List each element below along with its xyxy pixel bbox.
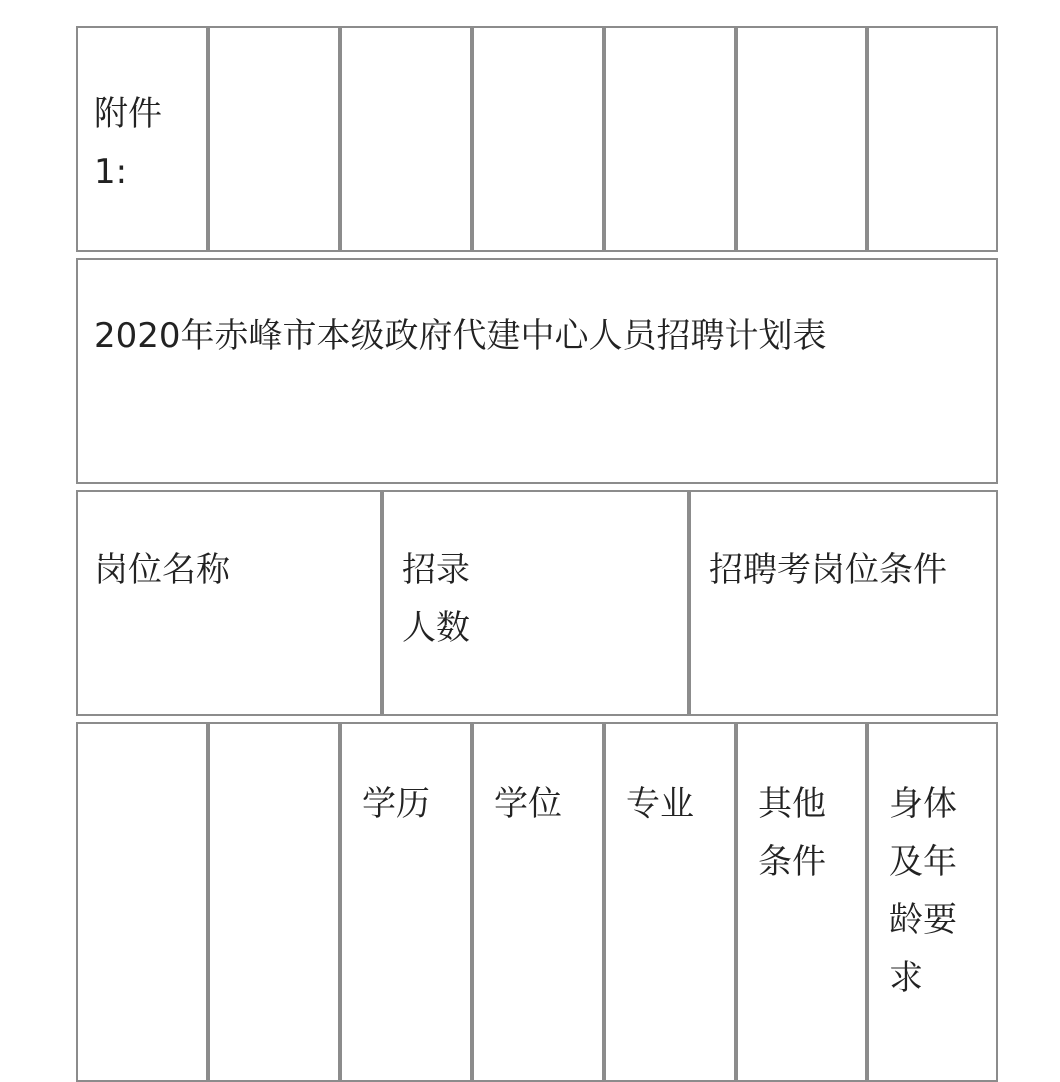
conditions-subheader-row <box>76 722 998 1082</box>
conditions-header: 招聘考岗位条件 <box>709 550 947 590</box>
empty-cell <box>208 26 340 252</box>
recruit-count-header-cell <box>382 490 689 716</box>
recruitment-plan-table <box>76 26 998 1082</box>
attachment-row <box>76 26 998 252</box>
recruit-count-header: 招录人数 <box>402 550 470 648</box>
other-conditions-header: 其他条件 <box>758 784 826 882</box>
degree-header: 学位 <box>494 784 562 824</box>
empty-cell <box>208 722 340 1082</box>
attachment-label-cell <box>76 26 208 252</box>
physical-age-cell <box>867 722 998 1082</box>
position-name-header: 岗位名称 <box>94 550 230 590</box>
education-header: 学历 <box>362 784 430 824</box>
physical-age-header: 身体及年龄要求 <box>889 784 957 998</box>
degree-cell <box>472 722 604 1082</box>
empty-cell <box>867 26 998 252</box>
major-cell <box>604 722 736 1082</box>
table-title: 2020年赤峰市本级政府代建中心人员招聘计划表 <box>94 316 827 356</box>
empty-cell <box>736 26 867 252</box>
major-header: 专业 <box>626 784 694 824</box>
empty-cell <box>76 722 208 1082</box>
empty-cell <box>340 26 472 252</box>
position-name-header-cell <box>76 490 382 716</box>
education-cell <box>340 722 472 1082</box>
empty-cell <box>604 26 736 252</box>
attachment-label: 附件1: <box>94 94 162 192</box>
header-row <box>76 490 998 716</box>
title-cell <box>76 258 998 484</box>
other-conditions-cell <box>736 722 867 1082</box>
empty-cell <box>472 26 604 252</box>
conditions-header-cell <box>689 490 998 716</box>
title-row <box>76 258 998 484</box>
